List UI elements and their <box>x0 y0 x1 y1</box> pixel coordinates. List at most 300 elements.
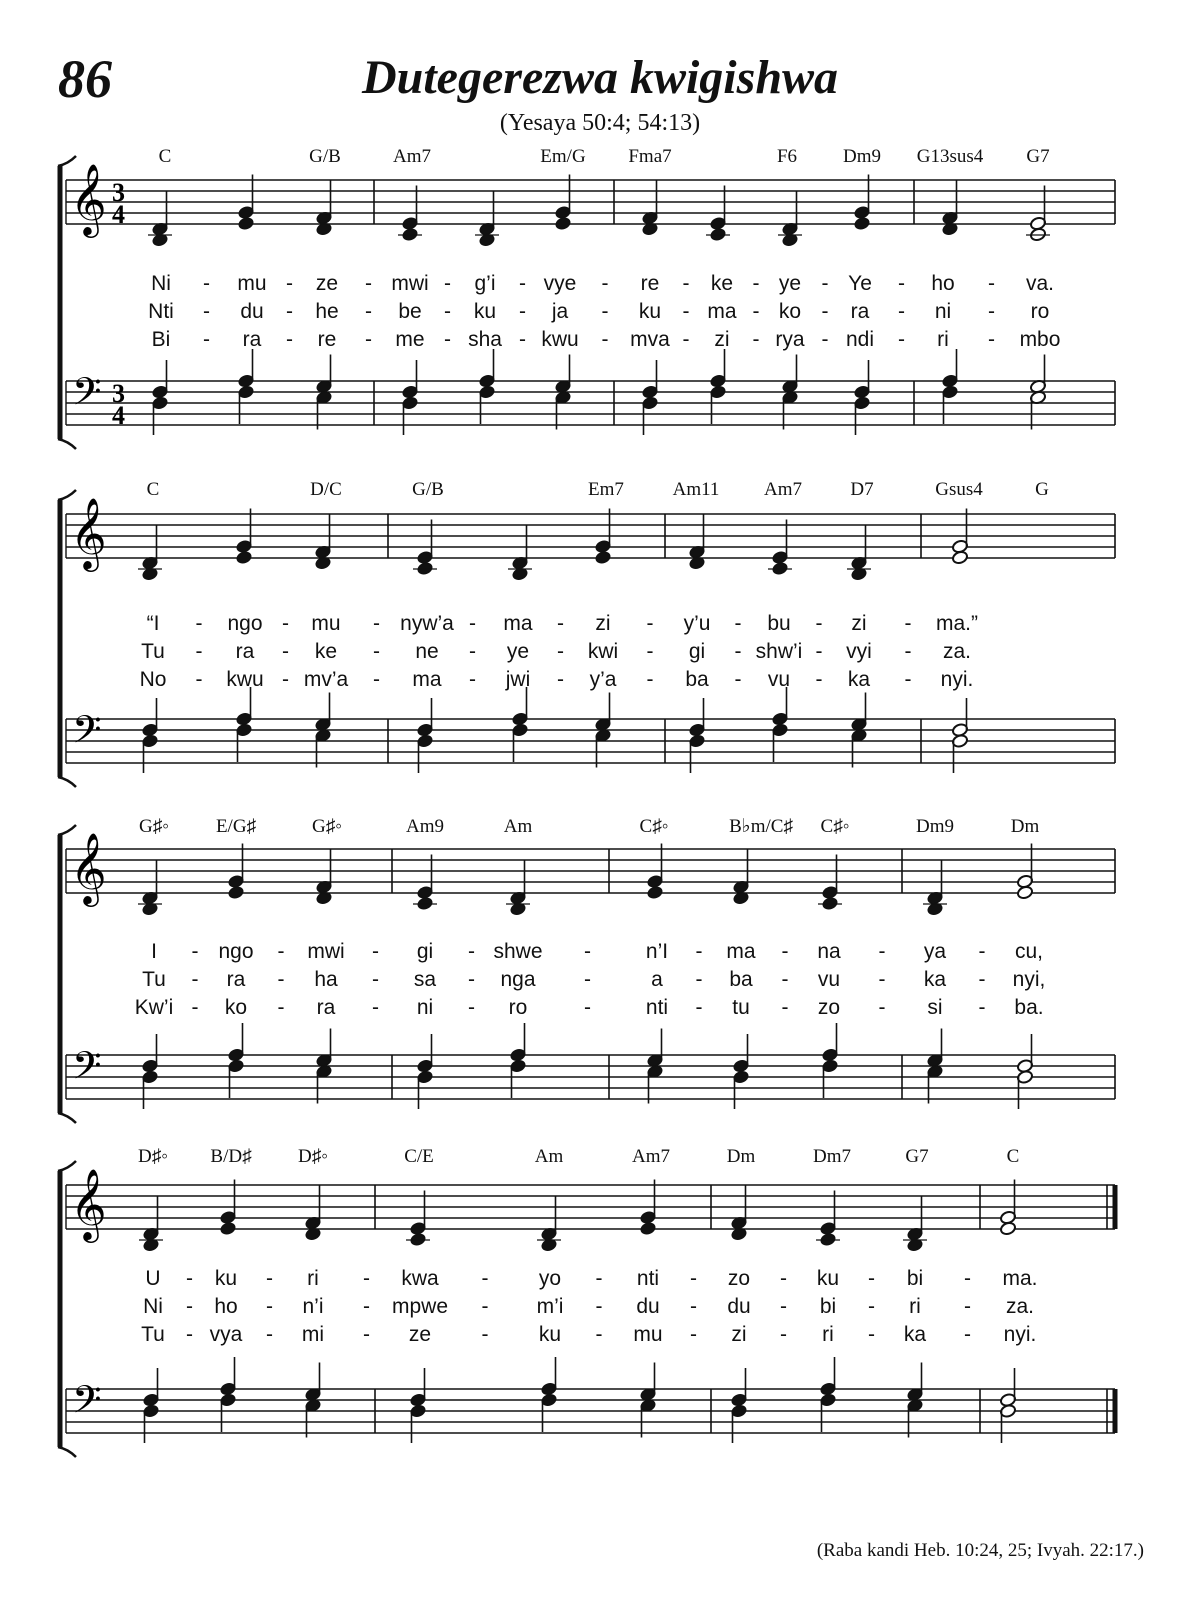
lyric-hyphen: - <box>195 612 203 635</box>
lyric-hyphen: - <box>878 968 886 991</box>
lyric-hyphen: - <box>373 668 380 691</box>
chord-symbol: F6 <box>776 146 798 167</box>
lyric-syllable: ngo <box>218 940 254 963</box>
chord-symbol: G13sus4 <box>916 146 984 167</box>
verse-1-line <box>151 940 1043 963</box>
chord-symbol: Am <box>534 1146 564 1167</box>
lyric-syllable: si <box>927 996 943 1019</box>
lyric-syllable: ni <box>416 996 434 1019</box>
chord-symbol: G7 <box>905 1146 929 1167</box>
note-head <box>853 216 870 231</box>
lyric-syllable: ka <box>923 968 947 991</box>
lyric-hyphen: - <box>690 1295 697 1318</box>
lyric-hyphen: - <box>444 300 451 323</box>
bass-staff-2 <box>66 687 1115 773</box>
lyric-syllable: ko <box>224 996 248 1019</box>
lyric-hyphen: - <box>752 328 760 351</box>
bass-clef-icon: 𝄢 <box>72 707 102 761</box>
lyric-syllable: gi <box>688 640 706 663</box>
lyric-syllable: mu <box>311 612 341 635</box>
lyric-syllable: zo <box>817 996 841 1019</box>
lyric-hyphen: - <box>282 668 289 691</box>
lyric-syllable: vu <box>817 968 841 991</box>
treble-staff-4 <box>66 1167 1115 1252</box>
lyric-hyphen: - <box>978 968 986 991</box>
lyric-hyphen: - <box>781 968 789 991</box>
bass-staff-4 <box>66 1357 1115 1443</box>
lyric-hyphen: - <box>519 272 526 295</box>
lyric-syllable: ya <box>923 940 947 963</box>
lyric-syllable: ku <box>214 1267 238 1290</box>
lyric-hyphen: - <box>734 640 742 663</box>
lyric-hyphen: - <box>815 668 823 691</box>
lyric-syllable: ba <box>685 668 709 691</box>
lyric-hyphen: - <box>595 1267 603 1290</box>
treble-clef-icon: 𝄞 <box>70 1167 107 1240</box>
lyric-hyphen: - <box>646 640 654 663</box>
lyric-hyphen: - <box>682 328 690 351</box>
time-sig-top: 3 <box>112 379 125 408</box>
lyric-syllable: sha <box>468 328 502 351</box>
lyric-hyphen: - <box>964 1295 971 1318</box>
lyric-syllable: nyi. <box>1003 1323 1037 1346</box>
treble-clef-icon: 𝄞 <box>70 496 107 569</box>
note-head <box>1016 885 1033 900</box>
lyric-syllable: yo <box>538 1267 562 1290</box>
lyric-syllable: nga <box>500 968 536 991</box>
verse-3-line <box>141 1323 1036 1346</box>
lyric-hyphen: - <box>372 940 379 963</box>
lyric-syllable: ro <box>1030 300 1050 323</box>
lyric-hyphen: - <box>821 328 829 351</box>
lyric-hyphen: - <box>373 612 380 635</box>
lyric-hyphen: - <box>203 272 210 295</box>
lyric-syllable: ku <box>538 1323 562 1346</box>
bass-staff-3 <box>66 1023 1115 1109</box>
lyric-hyphen: - <box>365 272 372 295</box>
lyric-hyphen: - <box>904 640 912 663</box>
lyric-syllable: No <box>139 668 167 691</box>
note-head <box>951 550 968 565</box>
lyric-hyphen: - <box>481 1323 489 1346</box>
chord-symbol: Dm9 <box>916 816 954 837</box>
lyric-hyphen: - <box>988 272 995 295</box>
lyric-syllable: ngo <box>227 612 263 635</box>
treble-clef-icon: 𝄞 <box>70 831 107 904</box>
chord-symbol: Am7 <box>393 146 431 167</box>
lyric-syllable: ke <box>314 640 338 663</box>
lyric-hyphen: - <box>988 328 995 351</box>
lyric-syllable: nyw’a <box>400 612 454 635</box>
lyric-syllable: ke <box>710 272 734 295</box>
lyric-syllable: Ye <box>848 272 872 295</box>
chord-symbol: C♯◦ <box>820 816 850 837</box>
verse-3-line <box>140 668 974 691</box>
lyric-syllable: ra <box>316 996 336 1019</box>
lyric-hyphen: - <box>186 1323 193 1346</box>
lyric-syllable: ho <box>214 1295 238 1318</box>
lyric-syllable: ndi <box>845 328 875 351</box>
lyric-hyphen: - <box>781 940 789 963</box>
lyric-hyphen: - <box>191 968 199 991</box>
chord-symbol: Am11 <box>672 479 720 500</box>
chord-symbol: Am7 <box>632 1146 670 1167</box>
lyric-syllable: ma <box>707 300 737 323</box>
lyric-syllable: zo <box>727 1267 751 1290</box>
lyric-syllable: ho <box>931 272 955 295</box>
lyric-syllable: jwi <box>505 668 531 691</box>
lyric-hyphen: - <box>372 996 379 1019</box>
note-head <box>219 1221 236 1236</box>
lyric-syllable: vu <box>767 668 791 691</box>
lyric-hyphen: - <box>695 940 703 963</box>
bracket-bottom <box>58 777 76 787</box>
lyric-syllable: ku <box>638 300 662 323</box>
lyric-hyphen: - <box>584 996 591 1019</box>
lyric-syllable: bi <box>906 1267 924 1290</box>
lyric-hyphen: - <box>601 300 609 323</box>
lyric-syllable: vya <box>209 1323 243 1346</box>
lyric-syllable: bu <box>767 612 791 635</box>
lyric-hyphen: - <box>595 1295 603 1318</box>
note-head <box>999 1221 1016 1236</box>
lyric-syllable: a <box>651 968 663 991</box>
lyric-hyphen: - <box>601 328 609 351</box>
chord-symbol: Dm7 <box>813 1146 851 1167</box>
lyric-syllable: ri <box>822 1323 834 1346</box>
chord-symbol: Dm <box>1010 816 1040 837</box>
lyric-syllable: ka <box>847 668 871 691</box>
lyric-syllable: ra <box>242 328 262 351</box>
note-head <box>554 216 571 231</box>
lyric-hyphen: - <box>195 640 203 663</box>
lyric-hyphen: - <box>363 1267 370 1290</box>
lyric-hyphen: - <box>372 968 379 991</box>
lyric-syllable: ku <box>816 1267 840 1290</box>
lyric-hyphen: - <box>898 272 905 295</box>
lyric-hyphen: - <box>186 1267 193 1290</box>
lyric-syllable: Ni <box>143 1295 163 1318</box>
lyric-hyphen: - <box>481 1295 489 1318</box>
lyric-syllable: nti <box>645 996 669 1019</box>
lyric-syllable: du <box>727 1295 751 1318</box>
lyric-hyphen: - <box>690 1267 697 1290</box>
lyric-hyphen: - <box>584 968 591 991</box>
lyric-syllable: mu <box>633 1323 663 1346</box>
lyric-hyphen: - <box>734 612 742 635</box>
lyric-syllable: shwe <box>493 940 543 963</box>
lyric-syllable: gi <box>416 940 434 963</box>
chord-symbol: G/B <box>309 146 341 167</box>
chord-symbol: C <box>146 479 160 500</box>
lyric-hyphen: - <box>469 668 476 691</box>
note-head <box>646 885 663 900</box>
lyric-hyphen: - <box>815 612 823 635</box>
song-title: Dutegerezwa kwigishwa <box>361 51 839 104</box>
lyric-hyphen: - <box>481 1267 489 1290</box>
lyric-hyphen: - <box>519 328 526 351</box>
lyric-hyphen: - <box>584 940 591 963</box>
lyric-syllable: ku <box>473 300 497 323</box>
lyric-hyphen: - <box>557 640 564 663</box>
chord-symbol: D♯◦ <box>138 1146 168 1167</box>
lyric-hyphen: - <box>557 612 564 635</box>
lyric-hyphen: - <box>821 272 829 295</box>
lyric-hyphen: - <box>191 940 199 963</box>
chord-symbol: Em7 <box>588 479 624 500</box>
song-number: 86 <box>58 49 112 109</box>
lyric-hyphen: - <box>752 300 760 323</box>
lyric-hyphen: - <box>468 996 475 1019</box>
system-1 <box>58 146 1115 449</box>
lyric-syllable: ko <box>778 300 802 323</box>
chord-symbol: G♯◦ <box>312 816 342 837</box>
lyric-syllable: me <box>395 328 425 351</box>
lyric-hyphen: - <box>868 1323 875 1346</box>
lyric-syllable: shw’i <box>755 640 803 663</box>
lyric-hyphen: - <box>277 996 285 1019</box>
lyric-syllable: ja <box>551 300 569 323</box>
note-head <box>235 550 252 565</box>
lyric-hyphen: - <box>286 272 293 295</box>
lyric-syllable: zi <box>731 1323 747 1346</box>
lyric-hyphen: - <box>519 300 526 323</box>
lyric-syllable: n’i <box>302 1295 324 1318</box>
lyric-syllable: ze <box>408 1323 432 1346</box>
lyric-hyphen: - <box>898 328 905 351</box>
lyric-syllable: nyi. <box>940 668 974 691</box>
lyric-syllable: kwu <box>541 328 579 351</box>
lyric-hyphen: - <box>365 300 372 323</box>
lyric-syllable: za. <box>1005 1295 1035 1318</box>
lyric-hyphen: - <box>282 640 289 663</box>
lyric-hyphen: - <box>186 1295 193 1318</box>
lyric-syllable: U <box>145 1267 161 1290</box>
lyric-syllable: n’I <box>645 940 669 963</box>
lyric-syllable: vye <box>543 272 577 295</box>
lyric-syllable: re <box>640 272 660 295</box>
lyric-hyphen: - <box>469 612 476 635</box>
lyric-syllable: ba. <box>1014 996 1044 1019</box>
lyric-syllable: ma <box>726 940 756 963</box>
lyric-syllable: ba <box>729 968 753 991</box>
lyric-syllable: ma. <box>1002 1267 1038 1290</box>
note-head <box>237 216 254 231</box>
lyric-syllable: ne <box>415 640 439 663</box>
chord-symbol: Dm <box>726 1146 756 1167</box>
lyric-syllable: ni <box>934 300 952 323</box>
lyric-syllable: bi <box>819 1295 837 1318</box>
lyric-syllable: m’i <box>536 1295 564 1318</box>
system-2 <box>58 479 1115 787</box>
lyric-hyphen: - <box>195 668 203 691</box>
lyric-syllable: Tu <box>142 968 166 991</box>
chord-symbol: C <box>158 146 172 167</box>
lyric-hyphen: - <box>752 272 760 295</box>
lyric-syllable: mva <box>630 328 670 351</box>
lyric-syllable: ra <box>226 968 246 991</box>
verse-1-line <box>145 1267 1037 1290</box>
lyric-syllable: du <box>636 1295 660 1318</box>
lyric-syllable: y’u <box>683 612 711 635</box>
lyric-syllable: va. <box>1025 272 1055 295</box>
lyric-hyphen: - <box>868 1295 875 1318</box>
lyric-hyphen: - <box>682 272 690 295</box>
lyric-hyphen: - <box>444 272 451 295</box>
lyric-hyphen: - <box>468 940 475 963</box>
chord-symbol: Dm9 <box>843 146 881 167</box>
lyric-hyphen: - <box>878 996 886 1019</box>
time-sig-bottom: 4 <box>112 200 125 229</box>
verse-2-line <box>141 640 971 663</box>
lyric-hyphen: - <box>904 612 912 635</box>
lyric-syllable: Ni <box>151 272 171 295</box>
chord-symbol: E/G♯ <box>215 816 257 837</box>
lyric-syllable: tu <box>732 996 750 1019</box>
lyric-hyphen: - <box>282 612 289 635</box>
lyric-syllable: mbo <box>1019 328 1061 351</box>
lyric-hyphen: - <box>469 640 476 663</box>
lyric-syllable: ze <box>315 272 339 295</box>
lyric-syllable: Bi <box>151 328 171 351</box>
lyric-hyphen: - <box>646 612 654 635</box>
lyric-syllable: zi <box>595 612 611 635</box>
chord-symbol: C/E <box>404 1146 434 1167</box>
chord-symbol: Am7 <box>764 479 802 500</box>
lyric-hyphen: - <box>780 1323 787 1346</box>
lyric-hyphen: - <box>898 300 905 323</box>
treble-staff-3 <box>66 831 1115 916</box>
lyric-syllable: mu <box>237 272 267 295</box>
lyric-syllable: kwu <box>226 668 264 691</box>
lyric-hyphen: - <box>780 1267 787 1290</box>
chord-symbol: Fma7 <box>628 146 672 167</box>
bass-staff-1 <box>66 349 1115 435</box>
lyric-hyphen: - <box>978 996 986 1019</box>
lyric-syllable: vyi <box>846 640 872 663</box>
chord-symbol: B♭m/C♯ <box>729 816 793 837</box>
lyric-hyphen: - <box>682 300 690 323</box>
chord-symbol: Em/G <box>540 146 586 167</box>
lyric-syllable: ri <box>937 328 949 351</box>
lyric-hyphen: - <box>444 328 451 351</box>
chord-symbol: C <box>1006 1146 1020 1167</box>
time-sig-bottom: 4 <box>112 401 125 430</box>
chord-symbol: G <box>1035 479 1049 500</box>
lyric-hyphen: - <box>266 1295 273 1318</box>
lyric-hyphen: - <box>734 668 742 691</box>
lyric-syllable: ri <box>307 1267 319 1290</box>
lyric-hyphen: - <box>690 1323 697 1346</box>
lyric-hyphen: - <box>601 272 609 295</box>
lyric-hyphen: - <box>277 968 285 991</box>
lyric-hyphen: - <box>964 1267 971 1290</box>
lyric-syllable: g’i <box>474 272 496 295</box>
lyric-syllable: ye <box>778 272 802 295</box>
lyric-hyphen: - <box>978 940 986 963</box>
lyric-syllable: I <box>151 940 157 963</box>
lyric-syllable: ma <box>412 668 442 691</box>
lyric-hyphen: - <box>203 300 210 323</box>
bracket-bottom <box>58 1447 76 1457</box>
lyric-syllable: re <box>317 328 337 351</box>
chord-symbol: Gsus4 <box>935 479 983 500</box>
lyric-syllable: ka <box>903 1323 927 1346</box>
lyric-syllable: ra <box>850 300 870 323</box>
lyric-hyphen: - <box>373 640 380 663</box>
lyric-hyphen: - <box>780 1295 787 1318</box>
lyric-syllable: ye <box>506 640 530 663</box>
lyric-hyphen: - <box>286 328 293 351</box>
lyric-hyphen: - <box>695 968 703 991</box>
lyric-syllable: za. <box>942 640 972 663</box>
note-head <box>594 550 611 565</box>
lyric-syllable: y’a <box>589 668 617 691</box>
lyric-hyphen: - <box>286 300 293 323</box>
lyric-hyphen: - <box>363 1323 370 1346</box>
lyric-hyphen: - <box>868 1267 875 1290</box>
lyric-syllable: kwi <box>587 640 619 663</box>
lyric-syllable: ma <box>503 612 533 635</box>
verse-1-line <box>147 612 978 635</box>
verse-3-line <box>135 996 1044 1019</box>
chord-symbol: Am <box>503 816 533 837</box>
lyric-syllable: ri <box>909 1295 921 1318</box>
footer-reference: (Raba kandi Heb. 10:24, 25; Ivyah. 22:17.) <box>816 1540 1144 1561</box>
lyric-syllable: ha <box>314 968 338 991</box>
treble-clef-icon: 𝄞 <box>70 162 107 235</box>
lyric-syllable: mv’a <box>303 668 349 691</box>
verse-1-line <box>151 272 1054 295</box>
lyric-syllable: “I <box>146 612 160 635</box>
treble-staff-1 <box>66 162 1115 247</box>
lyric-hyphen: - <box>821 300 829 323</box>
lyric-syllable: mwi <box>391 272 429 295</box>
lyric-syllable: he <box>315 300 339 323</box>
verse-3-line <box>152 328 1061 351</box>
lyric-syllable: mi <box>301 1323 325 1346</box>
lyric-hyphen: - <box>988 300 995 323</box>
lyric-hyphen: - <box>277 940 285 963</box>
lyric-syllable: ma.” <box>936 612 978 635</box>
verse-2-line <box>148 300 1049 323</box>
chord-symbol: D♯◦ <box>298 1146 328 1167</box>
lyric-syllable: cu, <box>1014 940 1044 963</box>
chord-symbol: C♯◦ <box>639 816 669 837</box>
note-head <box>227 885 244 900</box>
chord-symbol: G/B <box>412 479 444 500</box>
lyric-hyphen: - <box>266 1323 273 1346</box>
lyric-syllable: ro <box>508 996 528 1019</box>
lyric-syllable: mpwe <box>391 1295 449 1318</box>
verse-2-line <box>142 968 1045 991</box>
lyric-hyphen: - <box>878 940 886 963</box>
note-head <box>639 1221 656 1236</box>
lyric-syllable: Tu <box>141 640 165 663</box>
lyric-hyphen: - <box>365 328 372 351</box>
lyric-syllable: sa <box>413 968 437 991</box>
lyric-syllable: rya <box>775 328 805 351</box>
lyric-syllable: ra <box>235 640 255 663</box>
lyric-hyphen: - <box>557 668 564 691</box>
lyric-hyphen: - <box>363 1295 370 1318</box>
lyric-hyphen: - <box>781 996 789 1019</box>
lyric-hyphen: - <box>815 640 823 663</box>
lyric-syllable: du <box>240 300 264 323</box>
lyric-syllable: Tu <box>141 1323 165 1346</box>
bass-clef-icon: 𝄢 <box>72 1377 102 1431</box>
lyric-syllable: Nti <box>148 300 174 323</box>
